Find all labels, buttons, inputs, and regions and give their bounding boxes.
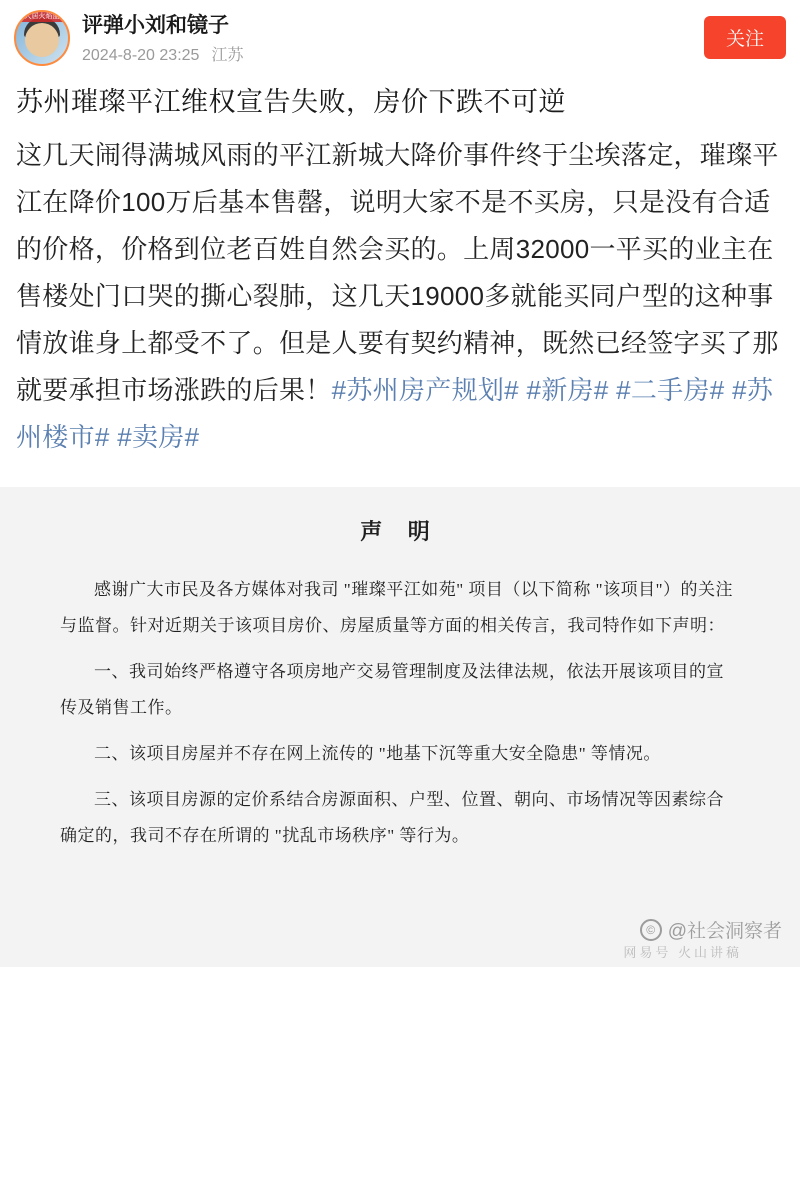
topic-tag-2[interactable]: #新房# [526, 375, 609, 405]
watermark-main [640, 916, 782, 943]
follow-button[interactable]: 关注 [704, 16, 786, 59]
avatar-face-shape [25, 23, 59, 57]
post-body-text: 这几天闹得满城风雨的平江新城大降价事件终于尘埃落定，璀璨平江在降价100万后基本售罄，说明大家不是不买房，只是没有合适的价格，价格到位老百姓自然会买的。上周32000一平买的业主在售楼处门口哭的撕心裂肺，这几天19000多就能买同户型的这种事情放谁身上都受不了。但是人要有契约精神，既然已经签字买了那就要承担市场涨跌的后果！ [16, 140, 779, 405]
copyright-icon: © [640, 919, 662, 941]
statement-paragraph-2: 一、我司始终严格遵守各项房地产交易管理制度及法律法规，依法开展该项目的宣传及销售工作。 [60, 662, 724, 717]
post-title: 苏州璀璨平江维权宣告失败，房价下跌不可逆 [16, 87, 566, 117]
topic-tag-4[interactable]: #苏州楼市# [16, 375, 774, 452]
post-location: 江苏 [211, 47, 244, 64]
author-name[interactable]: 评弹小刘和镜子 [82, 14, 229, 37]
avatar-badge: 人居火焰蓝 [16, 12, 68, 22]
topic-tag-5[interactable]: #卖房# [117, 422, 200, 452]
header-text [82, 10, 243, 68]
statement-paragraph-3: 二、该项目房屋并不存在网上流传的 "地基下沉等重大安全隐患" 等情况。 [94, 744, 661, 763]
topic-tag-3[interactable]: #二手房# [616, 375, 725, 405]
post-header [0, 0, 800, 72]
post-meta [82, 44, 243, 68]
statement-title: 声 明 [360, 519, 440, 544]
statement-paragraph-4: 三、该项目房源的定价系结合房源面积、户型、位置、朝向、市场情况等因素综合确定的，我司不存在所谓的 "扰乱市场秩序" 等行为。 [60, 790, 724, 845]
avatar[interactable] [14, 10, 70, 66]
watermark-sub: 网易号 火山讲稿 [623, 945, 742, 960]
statement-image[interactable] [0, 487, 800, 967]
topic-tag-1[interactable]: #苏州房产规划# [331, 375, 519, 405]
post-timestamp: 2024-8-20 23:25 [82, 47, 200, 64]
watermark-main-text: @社会洞察者 [667, 921, 782, 942]
post-body [0, 124, 800, 461]
statement-paragraph-1: 感谢广大市民及各方媒体对我司 "璀璨平江如苑" 项目（以下简称 "该项目"）的关注与监督。针对近期关于该项目房价、房屋质量等方面的相关传言，我司特作如下声明： [60, 580, 734, 635]
